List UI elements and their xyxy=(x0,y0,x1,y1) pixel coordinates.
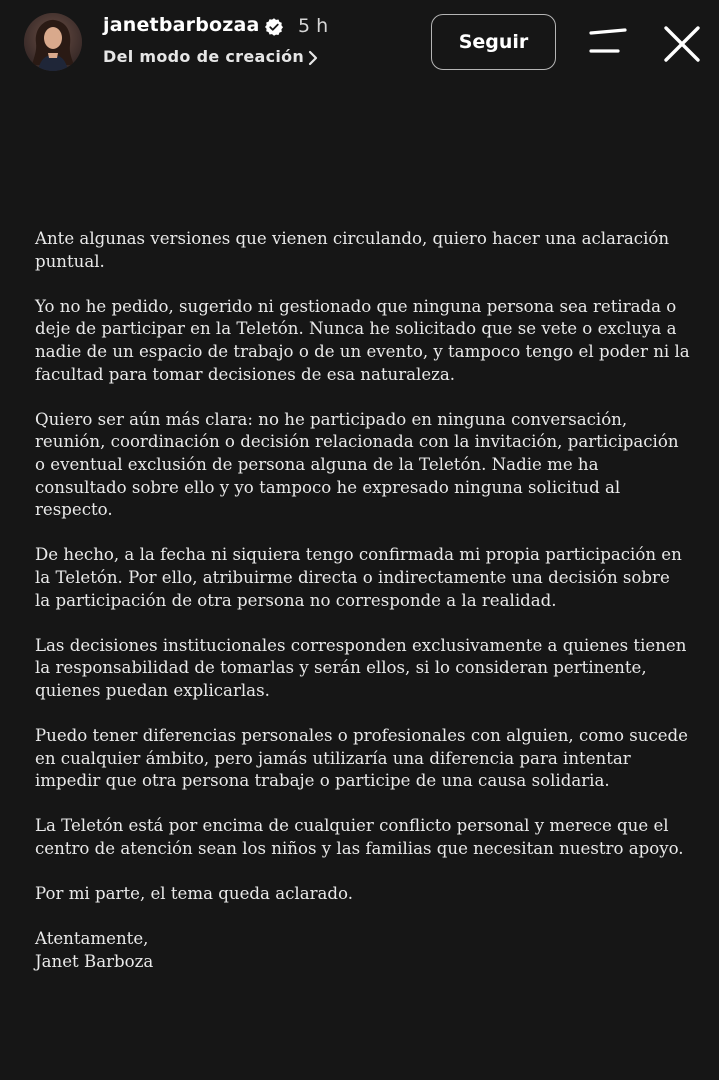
chevron-right-icon xyxy=(307,50,319,66)
statement-paragraph: Yo no he pedido, sugerido ni gestionado que ninguna persona sea retirada o deje de participar en la Teletón. Nunca he solicitado que se vete o excluya a nadie de un espacio de trabajo o de un evento, y tampoco tengo el poder ni la facultad para tomar decisiones de esa naturaleza. xyxy=(35,296,690,384)
statement-paragraph: Las decisiones institucionales corresponden exclusivamente a quienes tienen la responsabilidad de tomarlas y serán ellos, si lo consideran pertinente, quienes puedan explicarlas. xyxy=(35,635,687,700)
story-header xyxy=(0,0,719,90)
statement-paragraph: Quiero ser aún más clara: no he participado en ninguna conversación, reunión, coordinación o decisión relacionada con la invitación, participación o eventual exclusión de persona alguna de la Teletón. Nadie me ha consultado sobre ello y yo tampoco he expresado ninguna solicitud al respecto. xyxy=(35,409,679,520)
signature: Atentamente, Janet Barboza xyxy=(35,929,154,971)
menu-icon[interactable] xyxy=(588,28,628,56)
statement-paragraph: La Teletón está por encima de cualquier conflicto personal y merece que el centro de atención sean los niños y las familias que necesitan nuestro apoyo. xyxy=(35,816,684,859)
statement-paragraph: Ante algunas versiones que vienen circulando, quiero hacer una aclaración puntual. xyxy=(35,229,670,271)
username[interactable]: janetbarbozaa xyxy=(103,14,260,36)
post-time: 5 h xyxy=(298,15,329,37)
follow-button[interactable]: Seguir xyxy=(431,14,556,70)
close-icon[interactable] xyxy=(662,24,702,64)
statement-paragraph: De hecho, a la fecha ni siquiera tengo confirmada mi propia participación en la Teletón. Por ello, atribuirme directa o indirectamente una decisión sobre la participación de otra persona no corresponde a la realidad. xyxy=(35,545,682,610)
statement-letter xyxy=(35,228,695,974)
verified-badge-icon xyxy=(264,17,284,37)
avatar[interactable] xyxy=(24,13,82,71)
creation-mode-link[interactable]: Del modo de creación xyxy=(103,47,305,66)
statement-paragraph: Por mi parte, el tema queda aclarado. xyxy=(35,884,354,904)
statement-paragraph: Puedo tener diferencias personales o profesionales con alguien, como sucede en cualquier ámbito, pero jamás utilizaría una diferencia para intentar impedir que otra persona trabaje o participe de una causa solidaria. xyxy=(35,726,688,791)
